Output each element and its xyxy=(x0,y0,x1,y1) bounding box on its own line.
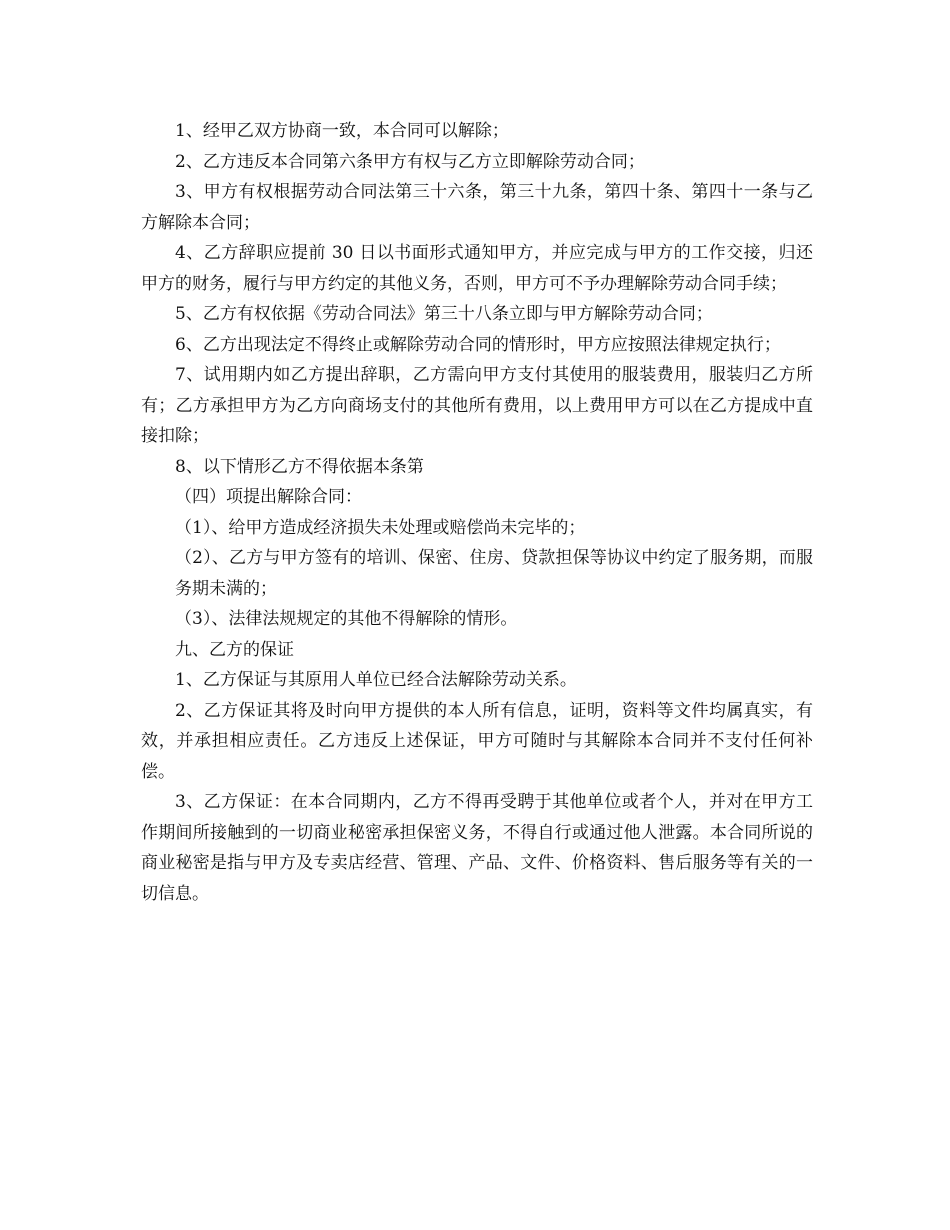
section-heading: 九、乙方的保证 xyxy=(175,639,294,660)
paragraph: 7、试用期内如乙方提出辞职，乙方需向甲方支付其使用的服装费用，服装归乙方所有；乙方承担甲方为乙方向商场支付的其他所有费用，以上费用甲方可以在乙方提成中直接扣除； xyxy=(141,365,813,446)
paragraph: （3）、法律法规规定的其他不得解除的情形。 xyxy=(175,609,518,629)
paragraph: 3、甲方有权根据劳动合同法第三十六条，第三十九条，第四十条、第四十一条与乙方解除本合同； xyxy=(141,182,813,233)
paragraph: （2）、乙方与甲方签有的培训、保密、住房、贷款担保等协议中约定了服务期，而服务期未满的； xyxy=(175,548,813,599)
paragraph: 1、乙方保证与其原用人单位已经合法解除劳动关系。 xyxy=(175,670,577,690)
paragraph: （1）、给甲方造成经济损失未处理或赔偿尚未完毕的； xyxy=(175,517,586,538)
paragraph: 2、乙方违反本合同第六条甲方有权与乙方立即解除劳动合同； xyxy=(175,151,645,172)
paragraph: 5、乙方有权依据《劳动合同法》第三十八条立即与甲方解除劳动合同； xyxy=(175,304,713,324)
document-body xyxy=(141,116,813,909)
paragraph: 2、乙方保证其将及时向甲方提供的本人所有信息，证明，资料等文件均属真实，有效，并承担相应责任。乙方违反上述保证，甲方可随时与其解除本合同并不支付任何补偿。 xyxy=(141,700,813,782)
paragraph: 3、乙方保证：在本合同期内，乙方不得再受聘于其他单位或者个人，并对在甲方工作期间所接触到的一切商业秘密承担保密义务，不得自行或通过他人泄露。本合同所说的商业秘密是指与甲方及专卖店经营、管理、产品、文件、价格资料、售后服务等有关的一切信息。 xyxy=(141,792,813,904)
paragraph: （四）项提出解除合同： xyxy=(175,487,362,507)
paragraph: 6、乙方出现法定不得终止或解除劳动合同的情形时，甲方应按照法律规定执行； xyxy=(175,334,781,355)
paragraph: 4、乙方辞职应提前 30 日以书面形式通知甲方，并应完成与甲方的工作交接，归还甲方的财务，履行与甲方约定的其他义务，否则，甲方可不予办理解除劳动合同手续； xyxy=(141,243,813,294)
paragraph: 8、以下情形乙方不得依据本条第 xyxy=(175,456,424,477)
paragraph: 1、经甲乙双方协商一致，本合同可以解除； xyxy=(175,121,509,141)
